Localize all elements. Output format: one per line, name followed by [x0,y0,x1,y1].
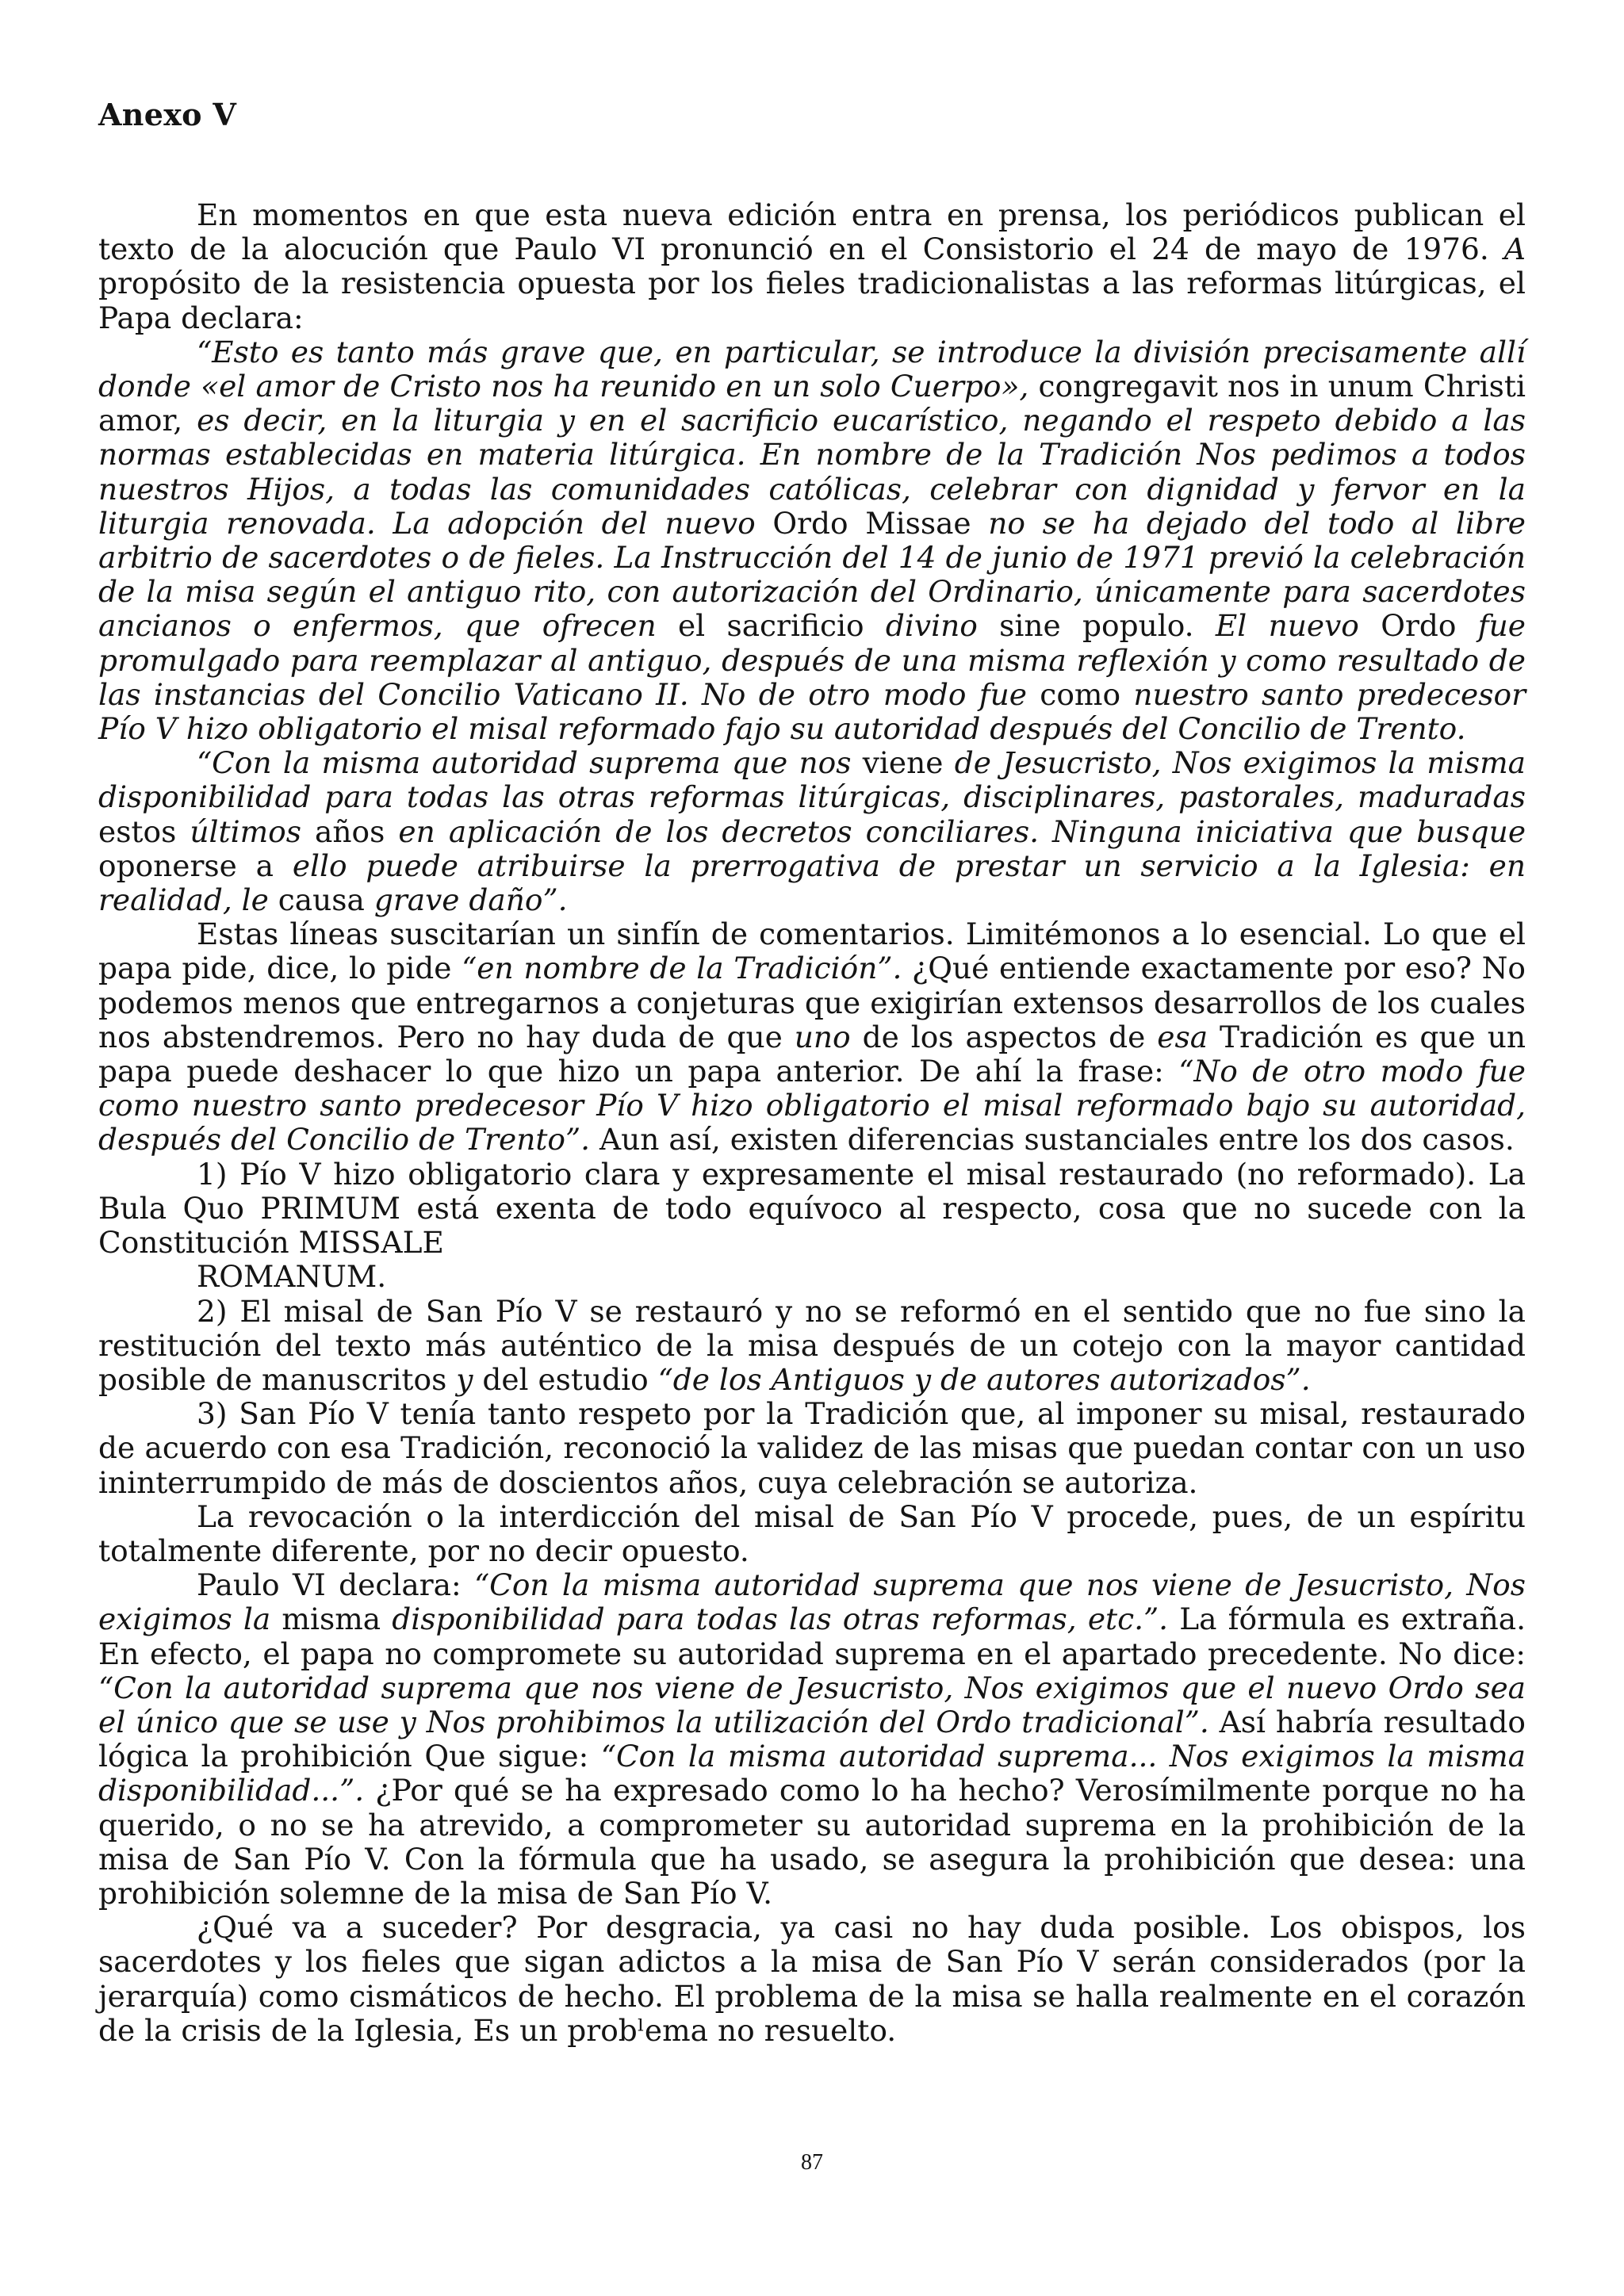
text-run: misma [270,1601,393,1637]
italic-run: esa [1157,1019,1208,1054]
paragraph-p9 [98,1568,1526,1911]
paragraph-p2 [98,335,1526,746]
paragraph-p1 [98,198,1526,335]
italic-run: en aplicación de los decretos conciliares. Ninguna iniciativa que busque [398,813,1526,849]
text-run: ROMANUM. [197,1259,387,1295]
text-run: ¿Qué entiende exactamente por eso? No podemos menos que entregarnos a conjeturas que exigirían extensos desarrollos de los cuales nos abstendremos. Pero no hay duda de que [98,951,1526,1054]
text-run: el sacrificio [656,608,886,644]
page-heading: Anexo V [98,97,237,132]
italic-run: “en nombre de la Tradición”. [462,951,902,986]
italic-run: “de los Antiguos y de autores autorizados”. [657,1361,1311,1397]
italic-run: El nuevo [1215,608,1359,644]
italic-run: nuestro santo predecesor Pío V hizo obligatorio el misal reformado fajo su autoridad después del Concilio de Trento. [98,676,1526,747]
italic-run: fue promulgado para reemplazar al antiguo, después de una misma reflexión y como resultado de las instancias del Concilio Vaticano II. No de otro modo fue [98,608,1526,712]
text-run: La revocación o la interdicción del misal de San Pío V procede, pues, de un espíritu totalmente diferente, por no decir opuesto. [98,1498,1526,1568]
italic-run: divino [885,608,978,644]
italic-run: no se ha dejado del todo al libre arbitrio de sacerdotes o de fieles. La Instrucción del 14 de junio de 1971 previó la celebración de la misa según el antiguo rito, con autorización del Ordinario, únicamente para sacerdotes ancianos o enfermos, que ofrecen [98,505,1526,644]
text-run: Así habría resultado lógica la prohibición Que sigue: [98,1704,1526,1774]
paragraph-p10 [98,1911,1526,2048]
italic-run: “Con la misma autoridad suprema que nos viene de Jesucristo, Nos exigimos la [98,1567,1526,1637]
paragraph-p3 [98,746,1526,917]
text-run: causa [268,882,374,918]
italic-run: y [456,1361,473,1397]
italic-run: es decir, en la liturgia y en el sacrificio eucarístico, negando el respeto debido a las normas establecidas en materia litúrgica. En nombre de la Tradición Nos pedimos a todos nuestros Hijos, a todas las comunidades católicas, celebrar con dignidad y fervor en la liturgia renovada. La adopción del nuevo [98,403,1526,541]
text-run: del estudio [473,1361,658,1397]
paragraph-p4 [98,917,1526,1157]
text-run: 3) San Pío V tenía tanto respeto por la Tradición que, al imponer su misal, restaurado de acuerdo con esa Tradición, reconoció la validez de las misas que puedan contar con un uso ininterrumpido de más de doscientos años, cuya celebración se autoriza. [98,1396,1526,1500]
italic-run: ello puede atribuirse la prerrogativa de prestar un servicio a la Iglesia: en realidad, le [98,848,1526,918]
paragraph-p5 [98,1158,1526,1261]
italic-run: “No de otro modo fue como nuestro santo predecesor Pío V hizo obligatorio el misal reformado bajo su autoridad, después del Concilio de Trento”. [98,1054,1526,1158]
italic-run: uno [794,1019,851,1054]
text-run: años [301,813,399,849]
text-run: propósito de la resistencia opuesta por los fieles tradicionalistas a las reformas litúrgicas, el Papa declara: [98,266,1526,335]
italic-run: “Con la autoridad suprema que nos viene de Jesucristo, Nos exigimos que el nuevo Ordo sea el único que se use y Nos prohibimos la utilización del Ordo tradicional”. [98,1670,1526,1739]
text-run: ¿Por qué se ha expresado como lo ha hecho? Verosímilmente porque no ha querido, o no se ha atrevido, a comprometer su autoridad suprema en la prohibición de la misa de San Pío V. Con la fórmula que ha usado, se asegura la prohibición que desea: una prohibición solemne de la misa de San Pío V. [98,1773,1526,1911]
text-run: Paulo VI declara: [197,1567,474,1603]
text-run: 1) Pío V hizo obligatorio clara y expresamente el misal restaurado (no reformado). La Bula Quo PRIMUM está exenta de todo equívoco al respecto, cosa que no sucede con la Constitución MISSALE [98,1156,1526,1261]
text-run: La fórmula es extraña. En efecto, el papa no compromete su autoridad suprema en el apartado precedente. No dice: [98,1601,1526,1671]
text-run: como [1026,676,1134,712]
document-body [98,198,1526,2048]
italic-run: “Con la misma autoridad suprema que nos [197,745,852,781]
italic-run: “Con la misma autoridad suprema... Nos exigimos la misma disponibilidad...”. [98,1739,1526,1808]
text-run: oponerse a [98,848,293,883]
paragraph-p7 [98,1397,1526,1500]
paragraph-p5b [98,1260,1526,1294]
text-run: Ordo Missae [755,505,989,541]
text-run: de los aspectos de [850,1019,1158,1054]
text-run: Ordo [1358,608,1478,644]
italic-run: grave daño”. [373,882,568,918]
italic-run: A [1503,232,1526,267]
text-run: 2) El misal de San Pío V se restauró y no se reformó en el sentido que no fue sino la restitución del texto más auténtico de la misa después de un cotejo con la mayor cantidad posible de manuscritos [98,1293,1526,1397]
text-run: viene [851,745,955,781]
text-run: Estas líneas suscitarían un sinfín de comentarios. Limitémonos a lo esencial. Lo que el papa pide, dice, lo pide [98,916,1526,986]
text-run: estos [98,813,190,849]
italic-run: de Jesucristo, Nos exigimos la misma disponibilidad para todas las otras reformas litúrgicas, disciplinares, pastorales, maduradas [98,745,1526,815]
text-run: En momentos en que esta nueva edición entra en prensa, los periódicos publican el texto de la alocución que Paulo VI pronunció en el Consistorio el 24 de mayo de 1976. [98,197,1526,267]
text-run: ¿Qué va a suceder? Por desgracia, ya casi no hay duda posible. Los obispos, los sacerdotes y los fieles que sigan adictos a la misa de San Pío V serán considerados (por la jerarquía) como cismáticos de hecho. El problema de la misa se halla realmente en el corazón de la crisis de la Iglesia, Es un probˡema no resuelto. [98,1910,1526,2048]
text-run: sine populo. [977,608,1216,644]
text-run: congregavit nos in unum Christi amor, [98,369,1526,438]
italic-run: “Esto es tanto más grave que, en particular, se introduce la división precisamente allí donde «el amor de Cristo nos ha reunido en un solo Cuerpo», [98,334,1526,404]
page-number: 87 [801,2150,823,2175]
text-run: Aun así, existen diferencias sustanciales entre los dos casos. [590,1122,1515,1158]
paragraph-p8 [98,1500,1526,1568]
italic-run: últimos [190,813,301,849]
paragraph-p6 [98,1295,1526,1398]
italic-run: disponibilidad para todas las otras reformas, etc.”. [392,1601,1169,1637]
text-run: Tradición es que un papa puede deshacer lo que hizo un papa anterior. De ahí la frase: [98,1019,1526,1089]
